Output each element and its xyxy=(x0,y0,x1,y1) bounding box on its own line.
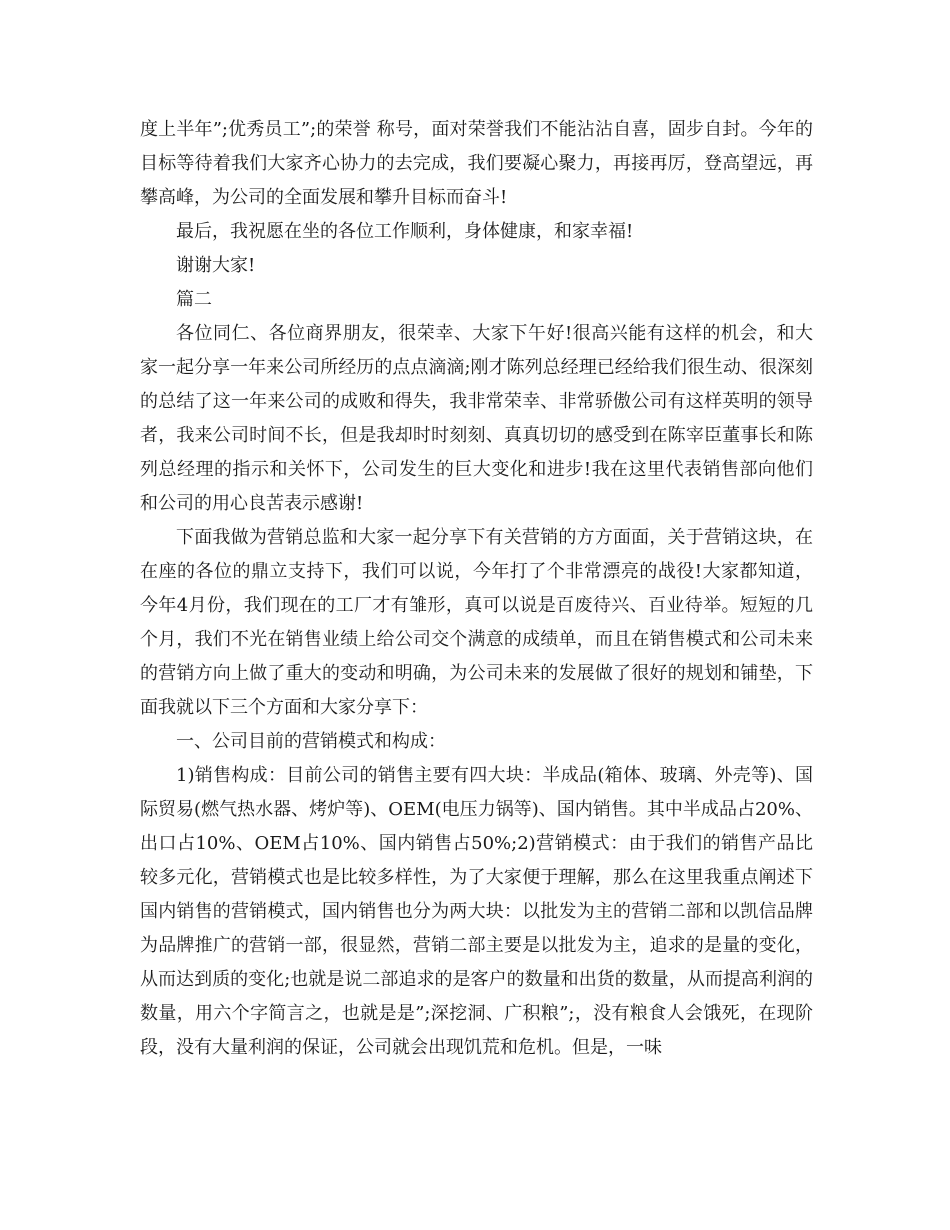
paragraph-marketing-intro: 下面我做为营销总监和大家一起分享下有关营销的方方面面，关于营销这块，在在座的各位的鼎立支持下，我们可以说，今年打了个非常漂亮的战役!大家都知道，今年4月份，我们现在的工厂才有雏形，真可以说是百废待兴、百业待举。短短的几个月，我们不光在销售业绩上给公司交个满意的成绩单，而且在销售模式和公司未来的营销方向上做了重大的变动和明确，为公司未来的发展做了很好的规划和铺垫，下面我就以下三个方面和大家分享下： xyxy=(140,527,813,718)
paragraph-greeting: 各位同仁、各位商界朋友，很荣幸、大家下午好!很高兴能有这样的机会，和大家一起分享一年来公司所经历的点点滴滴;刚才陈列总经理已经给我们很生动、很深刻的总结了这一年来公司的成败和得失，我非常荣幸、非常骄傲公司有这样英明的领导者，我来公司时间不长，但是我却时时刻刻、真真切切的感受到在陈宰臣董事长和陈列总经理的指示和关怀下，公司发生的巨大变化和进步!我在这里代表销售部向他们和公司的用心良苦表示感谢! xyxy=(140,323,813,514)
subsection-heading: 一、公司目前的营销模式和构成： xyxy=(176,731,446,752)
paragraph-closing-wishes: 最后，我祝愿在坐的各位工作顺利，身体健康，和家幸福! xyxy=(176,221,634,242)
paragraph-continuation: 度上半年”;优秀员工”;的荣誉 称号，面对荣誉我们不能沾沾自喜，固步自封。今年的目标等待着我们大家齐心协力的去完成，我们要凝心聚力，再接再厉，登高望远，再攀高峰，为公司的全面发展和攀升目标而奋斗! xyxy=(140,119,813,208)
document-body xyxy=(140,113,813,1065)
paragraph-sales-structure: 1)销售构成：目前公司的销售主要有四大块：半成品(箱体、玻璃、外壳等)、国际贸易(燃气热水器、烤炉等)、OEM(电压力锅等)、国内销售。其中半成品占20%、出口占10%、OEM占10%、国内销售占50%;2)营销模式：由于我们的销售产品比较多元化，营销模式也是比较多样性，为了大家便于理解，那么在这里我重点阐述下国内销售的营销模式，国内销售也分为两大块：以批发为主的营销二部和以凯信品牌为品牌推广的营销一部，很显然，营销二部主要是以批发为主，追求的是量的变化，从而达到质的变化;也就是说二部追求的是客户的数量和出货的数量，从而提高利润的数量，用六个字简言之，也就是是”;深挖洞、广积粮”;，没有粮食人会饿死，在现阶段，没有大量利润的保证，公司就会出现饥荒和危机。但是，一味 xyxy=(140,765,813,1058)
paragraph-thanks: 谢谢大家! xyxy=(176,255,256,276)
section-heading: 篇二 xyxy=(176,289,212,310)
